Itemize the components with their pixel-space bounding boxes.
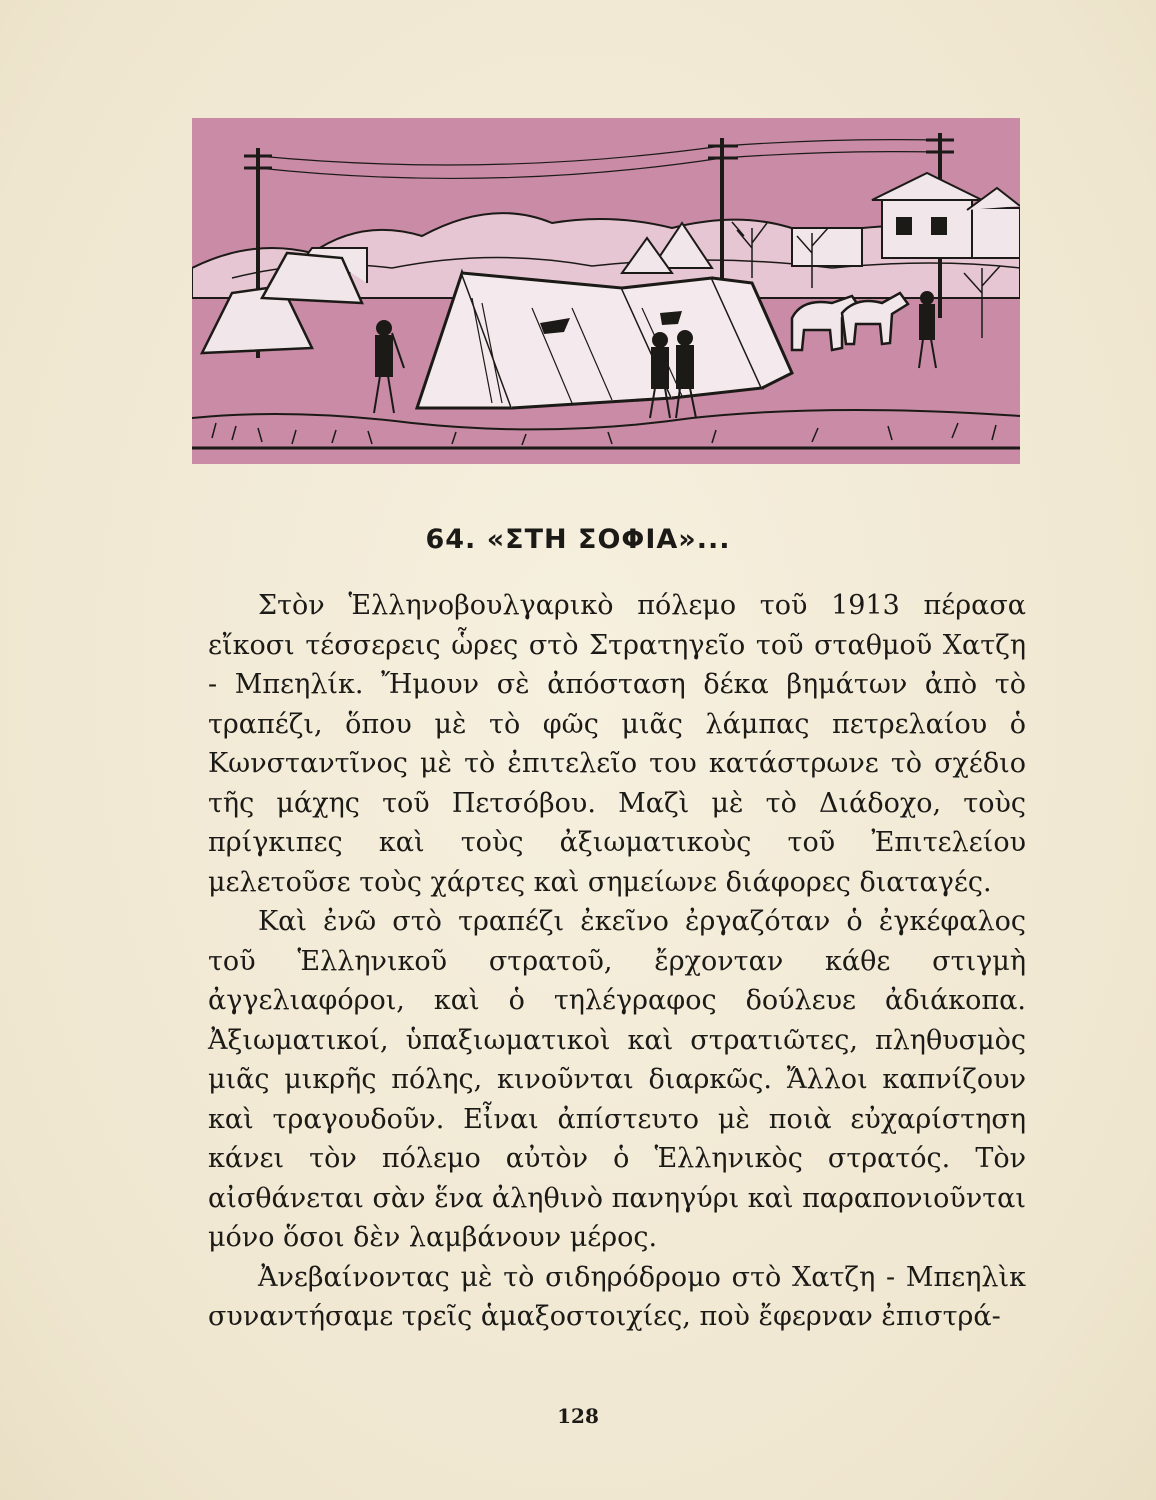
- army-camp-illustration: [192, 118, 1020, 464]
- chapter-title: 64. «ΣΤΗ ΣΟΦΙΑ»...: [425, 524, 731, 555]
- paragraph: Ἀνεβαίνοντας μὲ τὸ σιδηρόδρομο στὸ Χατζη - Μπεηλὶκ συναντήσαμε τρεῖς ἁμαξοστοιχίες, ποὺ ἔφερναν ἐπιστρά-: [208, 1261, 1026, 1332]
- main-tents: [417, 273, 792, 408]
- paragraph: Καὶ ἐνῶ στὸ τραπέζι ἐκεῖνο ἐργαζόταν ὁ ἐγκέφαλος τοῦ Ἑλληνικοῦ στρατοῦ, ἔρχονταν κάθε στιγμὴ ἀγγελιαφόροι, καὶ ὁ τηλέγραφος δούλευε ἀδιάκοπα. Ἀξιωματικοί, ὑπαξιωματικοὶ καὶ στρατιῶτες, πληθυσμὸς μιᾶς μικρῆς πόλης, κινοῦνται διαρκῶς. Ἄλλοι καπνίζουν καὶ τραγουδοῦν. Εἶναι ἀπίστευτο μὲ ποιὰ εὐχαρίστηση κάνει τὸν πόλεμο αὐτὸν ὁ Ἑλληνικὸς στρατός. Τὸν αἰσθάνεται σὰν ἕνα ἀληθινὸ πανηγύρι καὶ παραπονιοῦνται μόνο ὅσοι δὲν λαμβάνουν μέρος.: [208, 906, 1026, 1253]
- village-houses: [792, 173, 1020, 266]
- paragraph: Στὸν Ἑλληνοβουλγαρικὸ πόλεμο τοῦ 1913 πέρασα εἴκοσι τέσσερεις ὧρες στὸ Στρατηγεῖο τοῦ σταθμοῦ Χατζη - Μπεηλίκ. Ἤμουν σὲ ἀπόσταση δέκα βημάτων ἀπὸ τὸ τραπέζι, ὅπου μὲ τὸ φῶς μιᾶς λάμπας πετρελαίου ὁ Κωνσταντῖνος μὲ τὸ ἐπιτελεῖο του κατάστρωνε τὸ σχέδιο τῆς μάχης τοῦ Πετσόβου. Μαζὶ μὲ τὸ Διάδοχο, τοὺς πρίγκιπες καὶ τοὺς ἀξιωματικοὺς τοῦ Ἐπιτελείου μελετοῦσε τοὺς χάρτες καὶ σημείωνε διάφορες διαταγές.: [208, 590, 1026, 898]
- body-text: [208, 586, 1026, 1337]
- page-number: 128: [557, 1404, 599, 1428]
- camp-scene-drawing: [192, 118, 1020, 464]
